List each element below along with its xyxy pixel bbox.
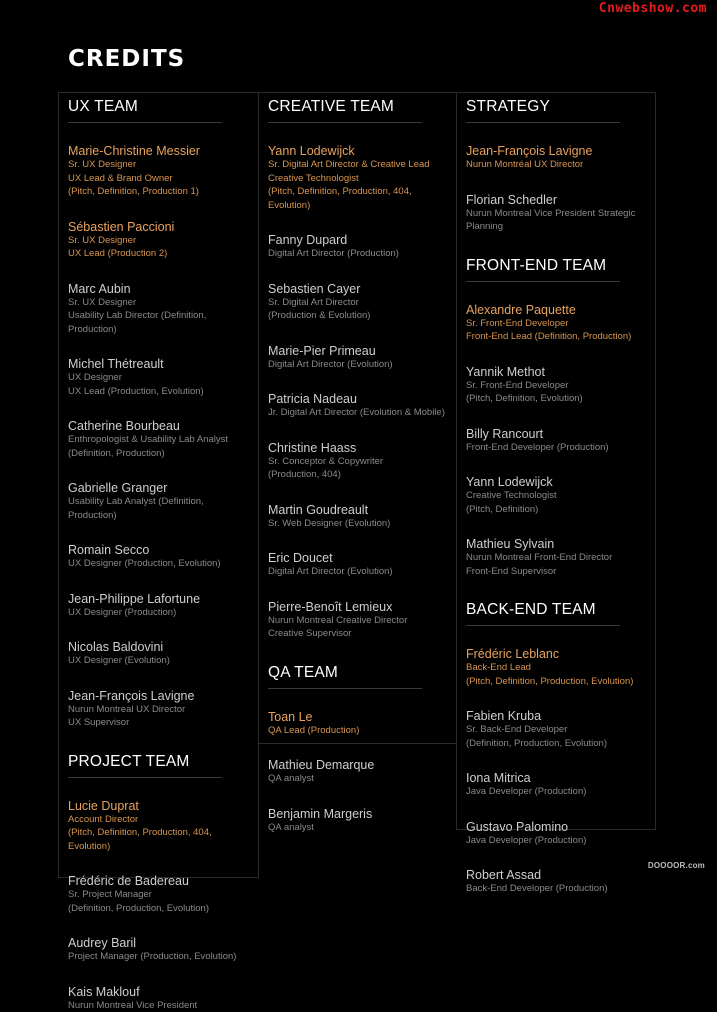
credit-entry bbox=[268, 441, 448, 482]
person-name: Alexandre Paquette bbox=[466, 303, 647, 317]
person-role: Sr. UX Designer bbox=[68, 296, 250, 310]
person-role: Nurun Montreal Vice President Strategic bbox=[466, 207, 647, 221]
person-name: Mathieu Demarque bbox=[268, 758, 448, 772]
person-role: (Pitch, Definition, Production, 404, Evolution) bbox=[68, 826, 250, 853]
credit-entry bbox=[68, 689, 250, 730]
person-name: Toan Le bbox=[268, 710, 448, 724]
credits-section bbox=[68, 748, 250, 1012]
person-role: UX Lead & Brand Owner bbox=[68, 172, 250, 186]
person-role: Java Developer (Production) bbox=[466, 785, 647, 799]
person-name: Nicolas Baldovini bbox=[68, 640, 250, 654]
credit-entry bbox=[268, 344, 448, 372]
person-role: QA analyst bbox=[268, 821, 448, 835]
section-title: UX TEAM bbox=[68, 93, 222, 123]
footer-logo: DOOOOR.com bbox=[648, 861, 705, 870]
credit-entry bbox=[68, 220, 250, 261]
credit-entry bbox=[68, 640, 250, 668]
person-name: Jean-François Lavigne bbox=[466, 144, 647, 158]
credit-entry bbox=[268, 710, 448, 738]
person-role: Project Manager (Production, Evolution) bbox=[68, 950, 250, 964]
credit-entry bbox=[68, 419, 250, 460]
person-role: Usability Lab Analyst (Definition, Production) bbox=[68, 495, 250, 522]
person-role: Digital Art Director (Evolution) bbox=[268, 565, 448, 579]
person-role: Sr. Project Manager bbox=[68, 888, 250, 902]
person-name: Patricia Nadeau bbox=[268, 392, 448, 406]
column-3 bbox=[456, 92, 656, 830]
person-name: Frédéric de Badereau bbox=[68, 874, 250, 888]
person-role: Java Developer (Production) bbox=[466, 834, 647, 848]
credit-entry bbox=[466, 427, 647, 455]
credits-section bbox=[466, 252, 647, 579]
person-name: Yannik Methot bbox=[466, 365, 647, 379]
person-name: Sébastien Paccioni bbox=[68, 220, 250, 234]
credit-entry bbox=[466, 475, 647, 516]
credit-entry bbox=[68, 985, 250, 1012]
person-name: Marie-Pier Primeau bbox=[268, 344, 448, 358]
credit-entry bbox=[466, 647, 647, 688]
column-1 bbox=[58, 92, 259, 878]
person-role: (Pitch, Definition, Evolution) bbox=[466, 392, 647, 406]
person-role: (Definition, Production) bbox=[68, 447, 250, 461]
person-name: Pierre-Benoît Lemieux bbox=[268, 600, 448, 614]
person-name: Yann Lodewijck bbox=[466, 475, 647, 489]
person-role: (Pitch, Definition) bbox=[466, 503, 647, 517]
person-role: Creative Supervisor bbox=[268, 627, 448, 641]
person-role: Back-End Developer (Production) bbox=[466, 882, 647, 896]
credit-entry bbox=[268, 807, 448, 835]
column-2 bbox=[258, 92, 457, 744]
credits-section bbox=[268, 659, 448, 835]
credit-entry bbox=[68, 282, 250, 337]
person-role: Sr. UX Designer bbox=[68, 234, 250, 248]
credits-section bbox=[68, 93, 250, 730]
person-name: Michel Thétreault bbox=[68, 357, 250, 371]
person-role: Nurun Montreal UX Director bbox=[68, 703, 250, 717]
person-role: Nurun Montréal UX Director bbox=[466, 158, 647, 172]
credits-section bbox=[268, 93, 448, 641]
person-name: Yann Lodewijck bbox=[268, 144, 448, 158]
person-name: Iona Mitrica bbox=[466, 771, 647, 785]
person-role: (Definition, Production, Evolution) bbox=[466, 737, 647, 751]
section-title: FRONT-END TEAM bbox=[466, 252, 620, 282]
person-role: (Production, 404) bbox=[268, 468, 448, 482]
person-name: Gustavo Palomino bbox=[466, 820, 647, 834]
person-name: Romain Secco bbox=[68, 543, 250, 557]
section-title: PROJECT TEAM bbox=[68, 748, 222, 778]
person-role: Digital Art Director (Evolution) bbox=[268, 358, 448, 372]
credit-entry bbox=[466, 820, 647, 848]
person-role: (Definition, Production, Evolution) bbox=[68, 902, 250, 916]
person-role: Sr. Digital Art Director bbox=[268, 296, 448, 310]
person-role: Sr. Digital Art Director & Creative Lead bbox=[268, 158, 448, 172]
section-title: QA TEAM bbox=[268, 659, 422, 689]
credit-entry bbox=[466, 193, 647, 234]
credit-entry bbox=[466, 144, 647, 172]
person-name: Fabien Kruba bbox=[466, 709, 647, 723]
person-role: (Pitch, Definition, Production 1) bbox=[68, 185, 250, 199]
person-role: Sr. Conceptor & Copywriter bbox=[268, 455, 448, 469]
credits-section bbox=[466, 93, 647, 234]
person-role: Creative Technologist bbox=[268, 172, 448, 186]
credit-entry bbox=[466, 537, 647, 578]
person-name: Martin Goudreault bbox=[268, 503, 448, 517]
watermark-logo: Cnwebshow.com bbox=[599, 1, 707, 16]
person-name: Fanny Dupard bbox=[268, 233, 448, 247]
person-name: Frédéric Leblanc bbox=[466, 647, 647, 661]
person-name: Kais Maklouf bbox=[68, 985, 250, 999]
credits-section bbox=[466, 596, 647, 896]
page-title: CREDITS bbox=[68, 46, 185, 72]
person-role: UX Lead (Production 2) bbox=[68, 247, 250, 261]
person-name: Christine Haass bbox=[268, 441, 448, 455]
person-name: Eric Doucet bbox=[268, 551, 448, 565]
person-name: Gabrielle Granger bbox=[68, 481, 250, 495]
person-role: Sr. Front-End Developer bbox=[466, 317, 647, 331]
credit-entry bbox=[268, 551, 448, 579]
person-name: Florian Schedler bbox=[466, 193, 647, 207]
credit-entry bbox=[268, 392, 448, 420]
credit-entry bbox=[466, 365, 647, 406]
credit-entry bbox=[268, 144, 448, 212]
credit-entry bbox=[466, 771, 647, 799]
person-role: Usability Lab Director (Definition, Production) bbox=[68, 309, 250, 336]
credit-entry bbox=[68, 592, 250, 620]
credit-entry bbox=[268, 600, 448, 641]
person-role: UX Supervisor bbox=[68, 716, 250, 730]
person-role: (Production & Evolution) bbox=[268, 309, 448, 323]
credit-entry bbox=[466, 709, 647, 750]
person-name: Jean-François Lavigne bbox=[68, 689, 250, 703]
person-role: UX Designer (Production, Evolution) bbox=[68, 557, 250, 571]
person-role: Sr. Web Designer (Evolution) bbox=[268, 517, 448, 531]
person-name: Benjamin Margeris bbox=[268, 807, 448, 821]
person-name: Audrey Baril bbox=[68, 936, 250, 950]
person-role: Sr. UX Designer bbox=[68, 158, 250, 172]
person-name: Mathieu Sylvain bbox=[466, 537, 647, 551]
credit-entry bbox=[68, 543, 250, 571]
person-role: Account Director bbox=[68, 813, 250, 827]
credit-entry bbox=[68, 144, 250, 199]
person-name: Marie-Christine Messier bbox=[68, 144, 250, 158]
person-role: Back-End Lead bbox=[466, 661, 647, 675]
person-name: Marc Aubin bbox=[68, 282, 250, 296]
credit-entry bbox=[68, 936, 250, 964]
credit-entry bbox=[268, 282, 448, 323]
person-role: Planning bbox=[466, 220, 647, 234]
person-role: UX Lead (Production, Evolution) bbox=[68, 385, 250, 399]
person-role: UX Designer (Evolution) bbox=[68, 654, 250, 668]
person-name: Lucie Duprat bbox=[68, 799, 250, 813]
section-title: STRATEGY bbox=[466, 93, 620, 123]
person-name: Billy Rancourt bbox=[466, 427, 647, 441]
credit-entry bbox=[68, 481, 250, 522]
person-role: Nurun Montreal Creative Director bbox=[268, 614, 448, 628]
person-role: Front-End Developer (Production) bbox=[466, 441, 647, 455]
person-role: Front-End Supervisor bbox=[466, 565, 647, 579]
person-role: (Pitch, Definition, Production, Evolution) bbox=[466, 675, 647, 689]
person-role: (Pitch, Definition, Production, 404, Evolution) bbox=[268, 185, 448, 212]
credit-entry bbox=[466, 303, 647, 344]
person-name: Catherine Bourbeau bbox=[68, 419, 250, 433]
person-role: UX Designer bbox=[68, 371, 250, 385]
credit-entry bbox=[68, 357, 250, 398]
person-role: Enthropologist & Usability Lab Analyst bbox=[68, 433, 250, 447]
person-role: QA analyst bbox=[268, 772, 448, 786]
credit-entry bbox=[68, 874, 250, 915]
person-role: Front-End Lead (Definition, Production) bbox=[466, 330, 647, 344]
person-role: Creative Technologist bbox=[466, 489, 647, 503]
section-title: CREATIVE TEAM bbox=[268, 93, 422, 123]
person-role: Sr. Front-End Developer bbox=[466, 379, 647, 393]
person-role: Digital Art Director (Production) bbox=[268, 247, 448, 261]
credit-entry bbox=[268, 233, 448, 261]
person-role: Sr. Back-End Developer bbox=[466, 723, 647, 737]
person-role: Nurun Montreal Vice President bbox=[68, 999, 250, 1012]
person-role: QA Lead (Production) bbox=[268, 724, 448, 738]
credit-entry bbox=[268, 758, 448, 786]
person-name: Jean-Philippe Lafortune bbox=[68, 592, 250, 606]
credit-entry bbox=[268, 503, 448, 531]
person-role: UX Designer (Production) bbox=[68, 606, 250, 620]
credit-entry bbox=[68, 799, 250, 854]
person-name: Sebastien Cayer bbox=[268, 282, 448, 296]
person-role: Nurun Montreal Front-End Director bbox=[466, 551, 647, 565]
person-name: Robert Assad bbox=[466, 868, 647, 882]
section-title: BACK-END TEAM bbox=[466, 596, 620, 626]
person-role: Jr. Digital Art Director (Evolution & Mobile) bbox=[268, 406, 448, 420]
